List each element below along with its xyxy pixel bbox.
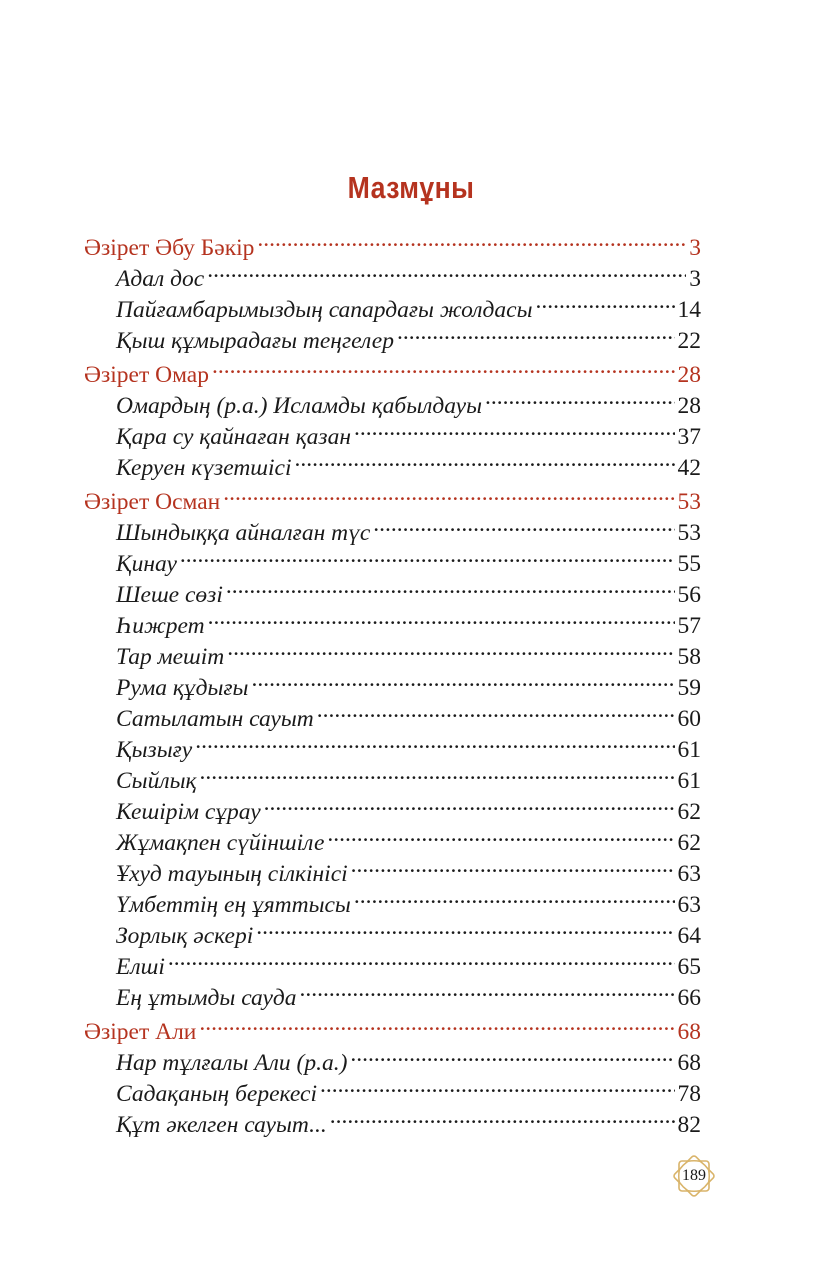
toc-entry-page: 57	[677, 613, 701, 639]
toc-section-osman	[84, 478, 701, 1011]
toc-entry-page: 28	[677, 393, 701, 419]
toc-entry-title: Шындыққа айналған түс	[116, 520, 371, 546]
toc-entry-page: 63	[677, 861, 701, 887]
toc-entry-title: Ұхуд тауының сілкінісі	[116, 861, 348, 887]
toc-entry-title: Сатылатын сауыт	[116, 706, 314, 732]
toc-entry-page: 62	[677, 830, 701, 856]
toc-entry-title: Пайғамбарымыздың сапардағы жолдасы	[116, 297, 533, 323]
page-number: 189	[682, 1167, 706, 1184]
toc-entry-title: Елші	[116, 954, 165, 980]
toc-entry-title: Құт әкелген сауыт...	[116, 1112, 327, 1138]
toc-entry-title: Қинау	[116, 551, 177, 577]
toc-entry-page: 3	[689, 266, 701, 292]
dot-leader	[350, 1039, 674, 1070]
dot-leader	[317, 695, 675, 726]
dot-leader	[208, 602, 675, 633]
toc-entry-page: 64	[677, 923, 701, 949]
toc-entry-title: Омардың (р.а.) Исламды қабылдауы	[116, 393, 483, 419]
toc-entry-title: Қызығу	[116, 737, 193, 763]
toc-entry-title: Кешірім сұрау	[116, 799, 261, 825]
dot-leader	[180, 540, 675, 571]
toc-entry-page: 62	[677, 799, 701, 825]
toc-entry-title: Тар мешіт	[116, 644, 225, 670]
toc-entry-title: Керуен күзетшісі	[116, 455, 292, 481]
dot-leader	[264, 788, 675, 819]
page-number-badge	[668, 1150, 720, 1202]
toc-section-title: Әзірет Әбу Бәкір	[84, 235, 255, 261]
dot-leader	[207, 255, 686, 286]
toc-entry-page: 53	[677, 520, 701, 546]
toc-entry-page: 56	[677, 582, 701, 608]
toc-section-page: 68	[677, 1019, 701, 1045]
dot-leader	[397, 317, 675, 348]
toc-entry-page: 63	[677, 892, 701, 918]
toc-entry-page: 42	[677, 455, 701, 481]
dot-leader	[251, 664, 674, 695]
toc-entry-title: Нар тұлғалы Али (р.а.)	[116, 1050, 348, 1076]
toc-entry-title: Сыйлық	[116, 768, 197, 794]
dot-leader	[327, 819, 674, 850]
toc-section-title: Әзірет Омар	[84, 362, 209, 388]
toc-section-heading[interactable]	[84, 224, 701, 261]
toc-entry-title: Үмбеттің ең ұяттысы	[116, 892, 351, 918]
dot-leader	[223, 478, 674, 509]
dot-leader	[351, 850, 675, 881]
toc-section-omar	[84, 351, 701, 481]
toc-entry-page: 65	[677, 954, 701, 980]
dot-leader	[299, 974, 674, 1005]
toc-entry-page: 82	[677, 1112, 701, 1138]
toc-entry-title: Зорлық әскері	[116, 923, 254, 949]
dot-leader	[536, 286, 675, 317]
toc-section-page: 28	[677, 362, 701, 388]
dot-leader	[195, 726, 674, 757]
dot-leader	[354, 413, 675, 444]
toc-entry-title: Ең ұтымды сауда	[116, 985, 297, 1011]
toc-section-abu-bakr	[84, 224, 701, 354]
toc-entry[interactable]	[84, 974, 701, 1011]
toc-entry-title: Шеше сөзі	[116, 582, 223, 608]
toc-entry-page: 37	[677, 424, 701, 450]
toc-section-title: Әзірет Осман	[84, 489, 221, 515]
toc-section-ali	[84, 1008, 701, 1138]
dot-leader	[295, 444, 675, 475]
dot-leader	[200, 757, 675, 788]
toc-entry-page: 22	[677, 328, 701, 354]
toc-entry-title: Адал дос	[116, 266, 205, 292]
dot-leader	[227, 633, 674, 664]
dot-leader	[485, 382, 674, 413]
toc-entry-page: 68	[677, 1050, 701, 1076]
toc-entry-page: 59	[677, 675, 701, 701]
toc-entry-page: 60	[677, 706, 701, 732]
toc-entry-title: Рума құдығы	[116, 675, 249, 701]
toc-entry-page: 78	[677, 1081, 701, 1107]
dot-leader	[256, 912, 674, 943]
toc-section-page: 53	[677, 489, 701, 515]
table-of-contents	[84, 224, 701, 1138]
dot-leader	[354, 881, 675, 912]
toc-entry-page: 55	[677, 551, 701, 577]
dot-leader	[226, 571, 675, 602]
toc-entry-title: Жұмақпен сүйіншіле	[116, 830, 325, 856]
dot-leader	[320, 1070, 675, 1101]
toc-entry[interactable]	[84, 943, 701, 980]
dot-leader	[373, 509, 674, 540]
toc-section-page: 3	[689, 235, 701, 261]
toc-entry-title: Садақаның берекесі	[116, 1081, 317, 1107]
toc-entry-title: Қыш құмырадағы теңгелер	[116, 328, 394, 354]
toc-entry-title: Һижрет	[116, 613, 205, 639]
dot-leader	[168, 943, 675, 974]
toc-entry-page: 61	[677, 768, 701, 794]
dot-leader	[257, 224, 686, 255]
dot-leader	[330, 1101, 675, 1132]
toc-entry-page: 66	[677, 985, 701, 1011]
toc-entry-page: 61	[677, 737, 701, 763]
dot-leader	[199, 1008, 674, 1039]
page-title: Мазмұны	[347, 170, 475, 205]
toc-entry-page: 14	[677, 297, 701, 323]
toc-entry-page: 58	[677, 644, 701, 670]
toc-section-title: Әзірет Али	[84, 1019, 197, 1045]
dot-leader	[212, 351, 675, 382]
toc-entry-title: Қара су қайнаған қазан	[116, 424, 351, 450]
